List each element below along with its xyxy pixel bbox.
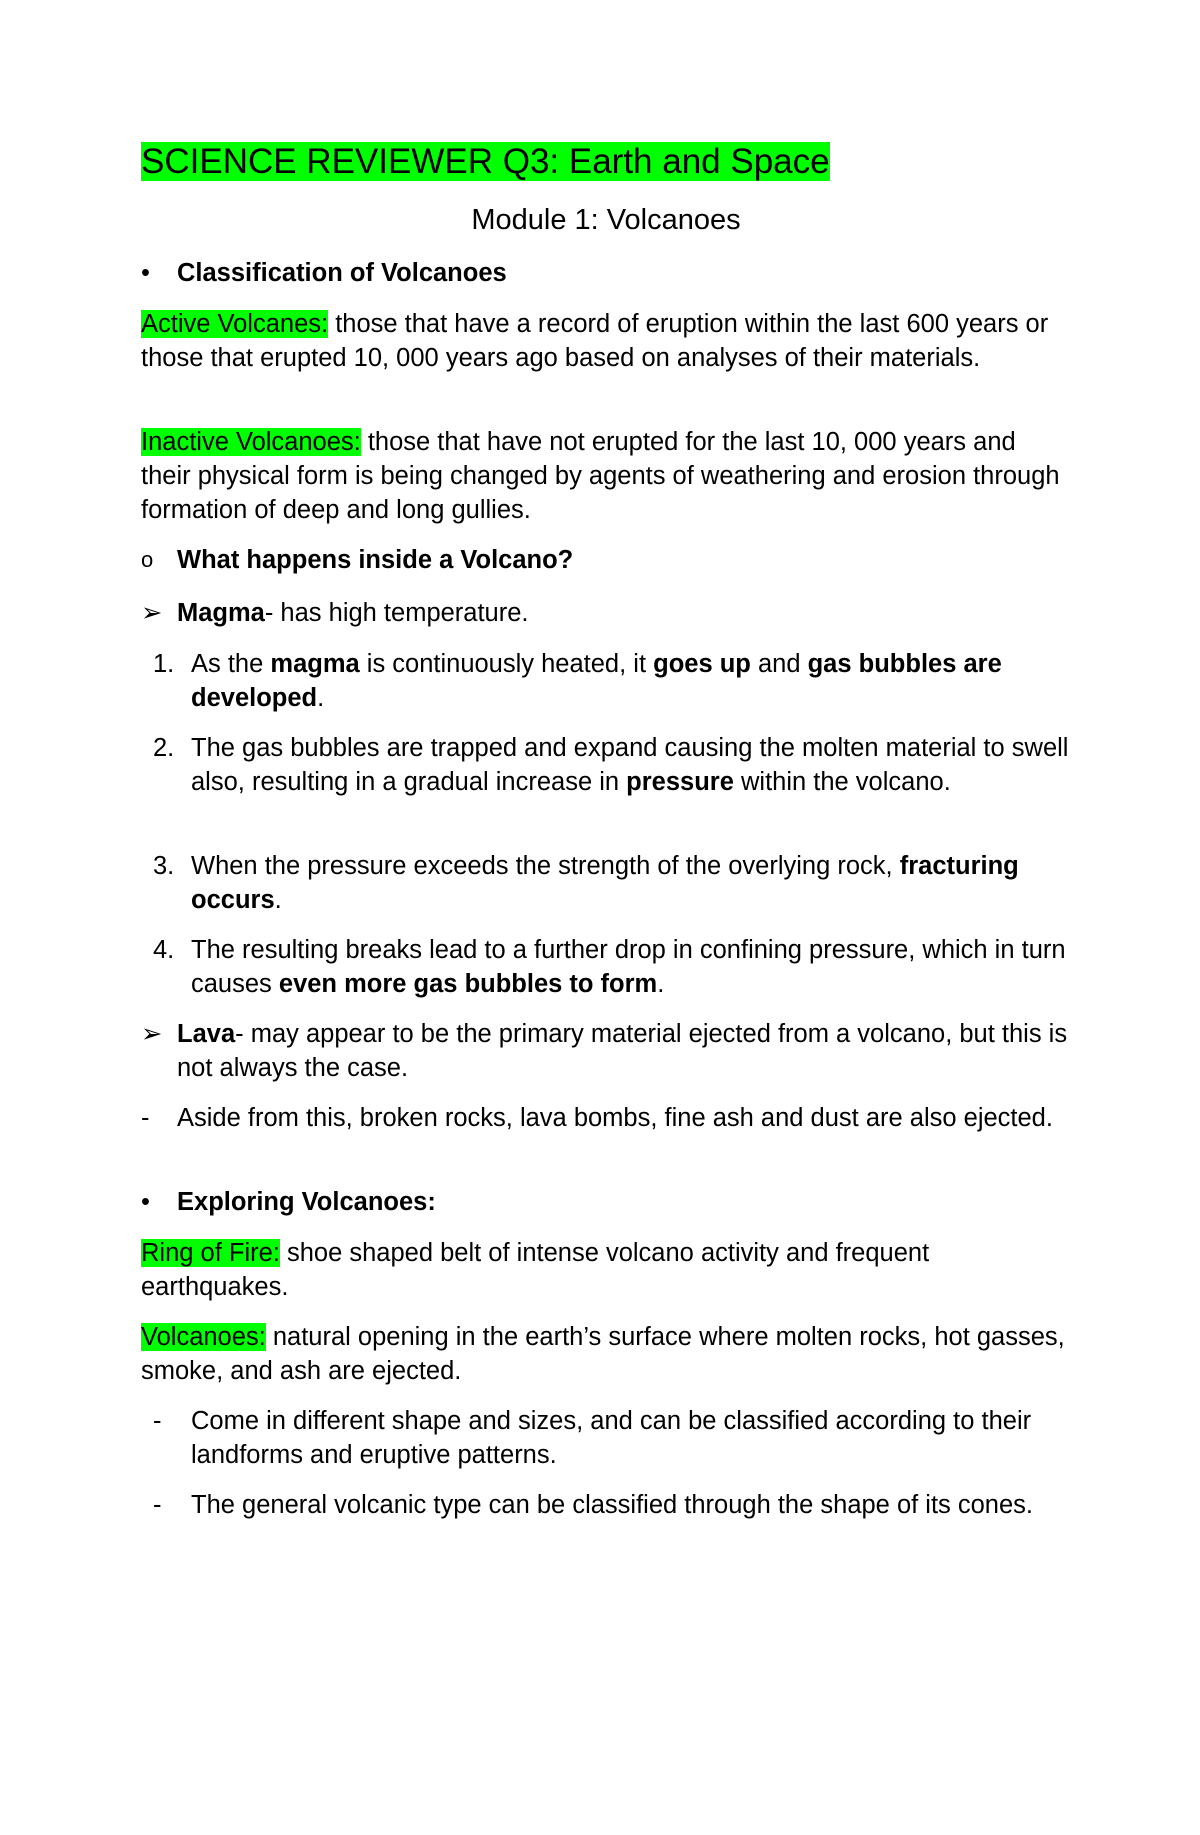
volcanoes-term: Volcanoes:: [141, 1323, 266, 1351]
volcanoes-definition: [141, 1320, 1071, 1388]
step-item: The gas bubbles are trapped and expand causing the molten material to swell also, resulting in a gradual increase in pressure within the volcano.: [191, 734, 1069, 796]
page-title: [141, 140, 1071, 184]
ring-of-fire-definition: [141, 1236, 1071, 1304]
ring-of-fire-text: shoe shaped belt of intense volcano activity and frequent earthquakes.: [141, 1239, 930, 1301]
bullet-marker: •: [141, 1188, 150, 1216]
bullet-marker: •: [141, 259, 150, 287]
inactive-volcanoes-definition: [141, 425, 1071, 527]
inactive-volcanoes-term: Inactive Volcanoes:: [141, 428, 361, 456]
lava-item: Lava- may appear to be the primary material ejected from a volcano, but this is not always the case.: [177, 1020, 1068, 1082]
arrow-bullet-icon: ➢: [141, 599, 163, 627]
dash-marker: -: [141, 1104, 150, 1132]
inactive-volcanoes-text: those that have not erupted for the last 10, 000 years and their physical form is being changed by agents of weathering and erosion through formation of deep and long gullies.: [141, 428, 1060, 524]
inside-volcano-heading: What happens inside a Volcano?: [177, 546, 574, 574]
ring-of-fire-term: Ring of Fire:: [141, 1239, 280, 1267]
step-item: The resulting breaks lead to a further drop in confining pressure, which in turn causes even more gas bubbles to form.: [191, 936, 1066, 998]
active-volcanoes-text: those that have a record of eruption within the last 600 years or those that erupted 10, 000 years ago based on analyses of their materials.: [141, 310, 1049, 372]
dash-item: The general volcanic type can be classified through the shape of its cones.: [191, 1491, 1034, 1519]
classification-heading: Classification of Volcanoes: [177, 259, 507, 287]
dash-item: Come in different shape and sizes, and can be classified according to their landforms and eruptive patterns.: [191, 1407, 1032, 1469]
step-number: 2.: [153, 734, 175, 762]
step-item: When the pressure exceeds the strength of the overlying rock, fracturing occurs.: [191, 852, 1019, 914]
step-number: 1.: [153, 650, 175, 678]
step-item: As the magma is continuously heated, it goes up and gas bubbles are developed.: [191, 650, 1002, 712]
dash-marker: -: [153, 1407, 162, 1435]
step-number: 3.: [153, 852, 175, 880]
module-subtitle: Module 1: Volcanoes: [471, 204, 741, 236]
magma-item: Magma- has high temperature.: [177, 599, 529, 627]
circle-marker: o: [141, 547, 154, 572]
dash-marker: -: [153, 1491, 162, 1519]
exploring-heading: Exploring Volcanoes:: [177, 1188, 436, 1216]
arrow-bullet-icon: ➢: [141, 1020, 163, 1048]
title-highlight: SCIENCE REVIEWER Q3: Earth and Space: [141, 142, 830, 181]
active-volcanoes-definition: [141, 307, 1071, 375]
active-volcanoes-term: Active Volcanes:: [141, 310, 329, 338]
volcanoes-text: natural opening in the earth’s surface where molten rocks, hot gasses, smoke, and ash are ejected.: [141, 1323, 1065, 1385]
aside-item: Aside from this, broken rocks, lava bombs, fine ash and dust are also ejected.: [177, 1104, 1053, 1132]
step-number: 4.: [153, 936, 175, 964]
